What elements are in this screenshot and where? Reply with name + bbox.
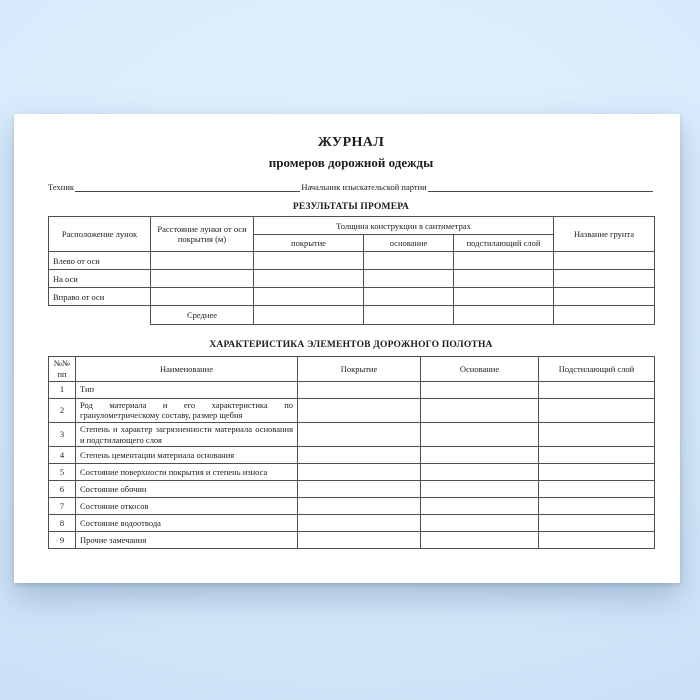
empty-cell — [151, 288, 254, 306]
col-header-underlayer: Подстилающий слой — [539, 357, 655, 381]
chief-blank-line — [428, 182, 653, 192]
empty-cell — [421, 398, 539, 422]
empty-cell — [421, 422, 539, 446]
row-name: Состояние поверхности покрытия и степень износа — [76, 464, 298, 481]
row-number: 4 — [49, 447, 76, 464]
row-number: 3 — [49, 422, 76, 446]
col-header-number: №№ пп — [49, 357, 76, 381]
row-name: Род материала и его характеристика по гранулометрическому составу, размер щебня — [76, 398, 298, 422]
empty-cell — [421, 481, 539, 498]
empty-cell — [151, 252, 254, 270]
row-number: 6 — [49, 481, 76, 498]
empty-cell — [254, 270, 364, 288]
empty-cell — [554, 288, 655, 306]
row-label: Вправо от оси — [49, 288, 151, 306]
empty-cell — [151, 270, 254, 288]
empty-cell — [421, 498, 539, 515]
row-name: Состояние откосов — [76, 498, 298, 515]
row-number: 1 — [49, 381, 76, 398]
results-header-row-1 — [49, 217, 655, 235]
empty-cell — [539, 398, 655, 422]
row-number: 8 — [49, 515, 76, 532]
empty-cell — [421, 381, 539, 398]
empty-cell — [421, 464, 539, 481]
results-data-row — [49, 252, 655, 270]
empty-cell — [454, 270, 554, 288]
technician-blank-line — [75, 182, 300, 192]
col-subheader-base: основание — [364, 235, 454, 252]
empty-cell — [298, 532, 421, 549]
empty-cell — [364, 252, 454, 270]
empty-cell — [254, 288, 364, 306]
document-page — [14, 114, 680, 583]
technician-label: Техник — [48, 182, 75, 193]
row-number: 2 — [49, 398, 76, 422]
empty-cell — [298, 422, 421, 446]
empty-cell — [454, 252, 554, 270]
empty-cell — [254, 306, 364, 325]
col-header-coating: Покрытие — [298, 357, 421, 381]
row-name: Состояние водоотвода — [76, 515, 298, 532]
characteristic-row — [49, 498, 655, 515]
row-number: 7 — [49, 498, 76, 515]
characteristics-table — [48, 356, 655, 549]
empty-cell — [539, 422, 655, 446]
characteristic-row — [49, 381, 655, 398]
results-average-row — [49, 306, 655, 325]
empty-cell — [539, 481, 655, 498]
col-header-thickness-group: Толщина конструкции в сантиметрах — [254, 217, 554, 235]
empty-cell — [364, 288, 454, 306]
results-table — [48, 216, 655, 325]
document-subtitle: промеров дорожной одежды — [268, 154, 434, 170]
col-header-soil: Название грунта — [554, 217, 655, 252]
ghost-cell — [49, 306, 151, 325]
col-subheader-underlayer: подстилающий слой — [454, 235, 554, 252]
row-number: 9 — [49, 532, 76, 549]
empty-cell — [254, 252, 364, 270]
row-name: Состояние обочин — [76, 481, 298, 498]
empty-cell — [364, 270, 454, 288]
col-header-base: Основание — [421, 357, 539, 381]
col-header-distance: Расстояние лунки от оси покрытия (м) — [151, 217, 254, 252]
empty-cell — [298, 498, 421, 515]
col-subheader-coating: покрытие — [254, 235, 364, 252]
empty-cell — [539, 464, 655, 481]
characteristics-header-row — [49, 357, 655, 381]
empty-cell — [298, 481, 421, 498]
row-name: Тип — [76, 381, 298, 398]
empty-cell — [554, 270, 655, 288]
row-name: Степень цементации материала основания — [76, 447, 298, 464]
empty-cell — [539, 381, 655, 398]
empty-cell — [298, 398, 421, 422]
empty-cell — [454, 288, 554, 306]
average-label: Среднее — [151, 306, 254, 325]
empty-cell — [421, 532, 539, 549]
characteristic-row — [49, 422, 655, 446]
empty-cell — [554, 306, 655, 325]
signature-row — [48, 182, 654, 193]
characteristic-row — [49, 464, 655, 481]
row-label: На оси — [49, 270, 151, 288]
empty-cell — [364, 306, 454, 325]
characteristics-heading: ХАРАКТЕРИСТИКА ЭЛЕМЕНТОВ ДОРОЖНОГО ПОЛОТНА — [209, 340, 493, 351]
characteristic-row — [49, 515, 655, 532]
col-header-name: Наименование — [76, 357, 298, 381]
results-data-row — [49, 288, 655, 306]
empty-cell — [298, 464, 421, 481]
results-data-row — [49, 270, 655, 288]
empty-cell — [554, 252, 655, 270]
empty-cell — [421, 515, 539, 532]
empty-cell — [539, 515, 655, 532]
row-label: Влево от оси — [49, 252, 151, 270]
empty-cell — [539, 498, 655, 515]
characteristic-row — [49, 481, 655, 498]
row-name: Степень и характер загрязненности материала основания и подстилающего слоя — [76, 422, 298, 446]
empty-cell — [539, 447, 655, 464]
chief-label: Начальник изыскательской партии — [301, 182, 427, 193]
empty-cell — [298, 381, 421, 398]
characteristic-row — [49, 447, 655, 464]
empty-cell — [421, 447, 539, 464]
document-title: ЖУРНАЛ — [317, 135, 385, 150]
col-header-location: Расположение лунок — [49, 217, 151, 252]
results-heading: РЕЗУЛЬТАТЫ ПРОМЕРА — [292, 202, 410, 213]
characteristic-row — [49, 398, 655, 422]
empty-cell — [298, 447, 421, 464]
empty-cell — [298, 515, 421, 532]
empty-cell — [539, 532, 655, 549]
row-number: 5 — [49, 464, 76, 481]
empty-cell — [454, 306, 554, 325]
row-name: Прочие замечания — [76, 532, 298, 549]
characteristic-row — [49, 532, 655, 549]
